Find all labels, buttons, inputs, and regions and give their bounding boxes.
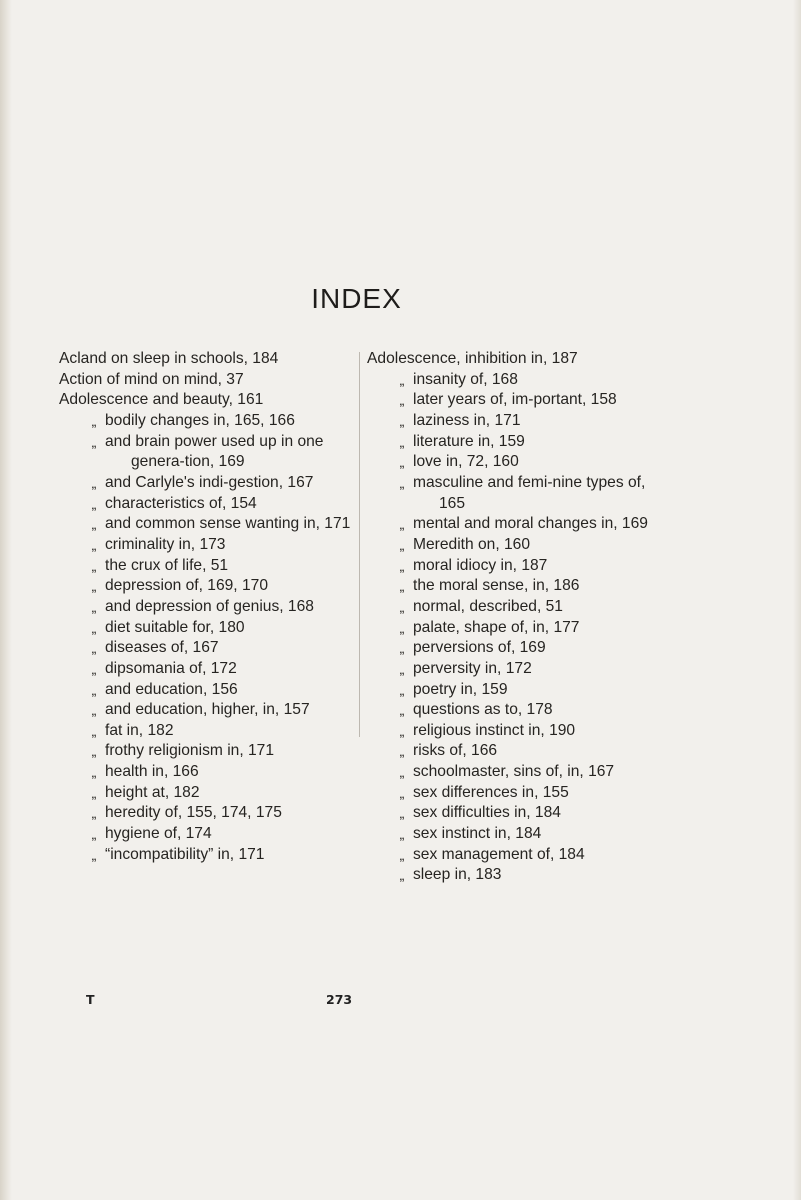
index-entry-text: depression of, 169, 170 <box>105 577 268 595</box>
ditto-mark: „ <box>399 536 405 553</box>
ditto-mark: „ <box>399 743 405 760</box>
index-entry-text: literature in, 159 <box>413 432 525 450</box>
ditto-mark: „ <box>399 392 405 409</box>
ditto-mark: „ <box>399 826 405 843</box>
index-entry-text: and education, 156 <box>105 680 238 698</box>
index-entry <box>367 390 667 411</box>
ditto-mark: „ <box>399 619 405 636</box>
ditto-mark: „ <box>91 784 97 801</box>
page-title: INDEX <box>311 283 402 314</box>
index-entry <box>59 762 351 783</box>
index-entry-text: palate, shape of, in, 177 <box>413 618 580 636</box>
index-entry <box>367 741 667 762</box>
index-entry <box>367 514 667 535</box>
index-entry-text: later years of, im-portant, 158 <box>413 391 617 409</box>
index-entry <box>367 452 667 473</box>
index-entry-text: and common sense wanting in, 171 <box>105 515 351 533</box>
index-entry <box>59 845 351 866</box>
signature-mark: T <box>86 992 95 1007</box>
ditto-mark: „ <box>399 474 405 491</box>
ditto-mark: „ <box>91 412 97 429</box>
ditto-mark: „ <box>399 557 405 574</box>
index-entry <box>367 370 667 391</box>
index-entry-text: love in, 72, 160 <box>413 453 519 471</box>
ditto-mark: „ <box>399 764 405 781</box>
index-entry-text: sleep in, 183 <box>413 866 502 884</box>
index-entry-text: mental and moral changes in, 169 <box>413 515 648 533</box>
index-entry-text: sex instinct in, 184 <box>413 825 542 843</box>
index-entry-text: bodily changes in, 165, 166 <box>105 411 295 429</box>
index-entry <box>367 411 667 432</box>
index-entry-text: risks of, 166 <box>413 742 498 760</box>
ditto-mark: „ <box>399 722 405 739</box>
index-entry <box>367 638 667 659</box>
index-entry-text: masculine and femi-nine types of, 165 <box>413 473 646 512</box>
index-entry <box>59 700 351 721</box>
index-entry-text: “incompatibility” in, 171 <box>105 845 265 863</box>
index-entry <box>367 535 667 556</box>
index-entry <box>367 721 667 742</box>
index-entry-text: height at, 182 <box>105 783 200 801</box>
index-entry-text: perversity in, 172 <box>413 659 532 677</box>
ditto-mark: „ <box>91 433 97 450</box>
index-entry <box>59 803 351 824</box>
index-entry <box>367 865 667 886</box>
index-entry <box>367 700 667 721</box>
ditto-mark: „ <box>91 826 97 843</box>
index-entry-text: insanity of, 168 <box>413 370 518 388</box>
column-divider <box>359 352 360 737</box>
ditto-mark: „ <box>399 867 405 884</box>
index-entry <box>367 762 667 783</box>
index-entry <box>367 473 667 514</box>
index-entry <box>367 556 667 577</box>
index-entry <box>59 824 351 845</box>
index-entry-text: moral idiocy in, 187 <box>413 556 548 574</box>
ditto-mark: „ <box>91 578 97 595</box>
ditto-mark: „ <box>91 619 97 636</box>
ditto-mark: „ <box>399 660 405 677</box>
index-entry <box>59 638 351 659</box>
ditto-mark: „ <box>399 640 405 657</box>
index-entry <box>59 556 351 577</box>
index-entry-text: diseases of, 167 <box>105 639 219 657</box>
index-entry-text: and depression of genius, 168 <box>105 597 314 615</box>
ditto-mark: „ <box>91 722 97 739</box>
ditto-mark: „ <box>399 805 405 822</box>
index-entry <box>59 597 351 618</box>
ditto-mark: „ <box>399 681 405 698</box>
page-number: 273 <box>326 992 353 1007</box>
index-entry-text: fat in, 182 <box>105 721 174 739</box>
ditto-mark: „ <box>91 516 97 533</box>
index-entry <box>59 494 351 515</box>
ditto-mark: „ <box>91 598 97 615</box>
ditto-mark: „ <box>399 433 405 450</box>
ditto-mark: „ <box>91 474 97 491</box>
ditto-mark: „ <box>91 536 97 553</box>
index-entry-text: health in, 166 <box>105 763 199 781</box>
ditto-mark: „ <box>399 412 405 429</box>
index-entry-text: criminality in, 173 <box>105 535 226 553</box>
ditto-mark: „ <box>91 805 97 822</box>
index-entry-text: religious instinct in, 190 <box>413 721 576 739</box>
ditto-mark: „ <box>91 743 97 760</box>
index-entry <box>367 783 667 804</box>
index-entry-text: poetry in, 159 <box>413 680 508 698</box>
ditto-mark: „ <box>91 495 97 512</box>
index-entry <box>59 618 351 639</box>
index-column-right <box>367 349 667 886</box>
ditto-mark: „ <box>399 371 405 388</box>
index-entry-text: sex management of, 184 <box>413 845 585 863</box>
index-entry <box>59 721 351 742</box>
ditto-mark: „ <box>399 578 405 595</box>
ditto-mark: „ <box>91 640 97 657</box>
index-entry <box>59 783 351 804</box>
index-entry-text: schoolmaster, sins of, in, 167 <box>413 763 615 781</box>
index-entry-text: Adolescence, inhibition in, 187 <box>367 350 578 367</box>
index-entry <box>367 845 667 866</box>
index-entry <box>367 576 667 597</box>
page-left-edge <box>0 0 12 1200</box>
index-entry <box>59 576 351 597</box>
index-entry-text: and education, higher, in, 157 <box>105 701 310 719</box>
index-entry-text: perversions of, 169 <box>413 639 546 657</box>
index-entry-text: and brain power used up in one genera-tion, 169 <box>105 432 324 471</box>
index-entry-text: Meredith on, 160 <box>413 535 531 553</box>
index-entry <box>59 514 351 535</box>
index-entry <box>59 370 351 391</box>
page-footer <box>0 992 801 1014</box>
index-entry <box>59 741 351 762</box>
index-entry-text: frothy religionism in, 171 <box>105 742 275 760</box>
index-entry <box>367 349 667 370</box>
index-entry-text: and Carlyle's indi-gestion, 167 <box>105 473 314 491</box>
index-entry-text: Action of mind on mind, 37 <box>59 370 244 388</box>
index-entry-text: normal, described, 51 <box>413 597 563 615</box>
index-entry-text: dipsomania of, 172 <box>105 659 237 677</box>
index-entry <box>59 659 351 680</box>
index-entry <box>59 535 351 556</box>
index-entry <box>367 618 667 639</box>
index-entry <box>59 390 351 411</box>
index-entry <box>367 432 667 453</box>
index-entry <box>59 349 351 370</box>
index-entry-text: heredity of, 155, 174, 175 <box>105 804 282 822</box>
index-entry <box>367 824 667 845</box>
ditto-mark: „ <box>91 846 97 863</box>
index-entry <box>367 680 667 701</box>
index-entry-text: characteristics of, 154 <box>105 494 257 512</box>
ditto-mark: „ <box>91 681 97 698</box>
index-entry <box>59 680 351 701</box>
index-entry-text: sex differences in, 155 <box>413 783 569 801</box>
index-entry <box>59 432 351 473</box>
index-entry-text: questions as to, 178 <box>413 701 553 719</box>
ditto-mark: „ <box>399 702 405 719</box>
index-entry-text: sex difficulties in, 184 <box>413 804 561 822</box>
ditto-mark: „ <box>91 764 97 781</box>
index-entry-text: the moral sense, in, 186 <box>413 577 580 595</box>
ditto-mark: „ <box>91 702 97 719</box>
index-entry-text: laziness in, 171 <box>413 411 521 429</box>
ditto-mark: „ <box>399 846 405 863</box>
index-entry-text: diet suitable for, 180 <box>105 618 245 636</box>
index-entry-text: hygiene of, 174 <box>105 825 212 843</box>
index-entry <box>367 659 667 680</box>
index-entry <box>367 803 667 824</box>
ditto-mark: „ <box>399 598 405 615</box>
index-entry <box>367 597 667 618</box>
ditto-mark: „ <box>399 454 405 471</box>
index-entry-text: the crux of life, 51 <box>105 556 229 574</box>
index-entry-text: Adolescence and beauty, 161 <box>59 391 264 409</box>
index-entry <box>59 411 351 432</box>
ditto-mark: „ <box>399 784 405 801</box>
ditto-mark: „ <box>91 557 97 574</box>
ditto-mark: „ <box>91 660 97 677</box>
page-right-edge <box>793 0 801 1200</box>
index-entry <box>59 473 351 494</box>
ditto-mark: „ <box>399 516 405 533</box>
index-entry-text: Acland on sleep in schools, 184 <box>59 350 279 367</box>
index-column-left <box>59 349 351 865</box>
